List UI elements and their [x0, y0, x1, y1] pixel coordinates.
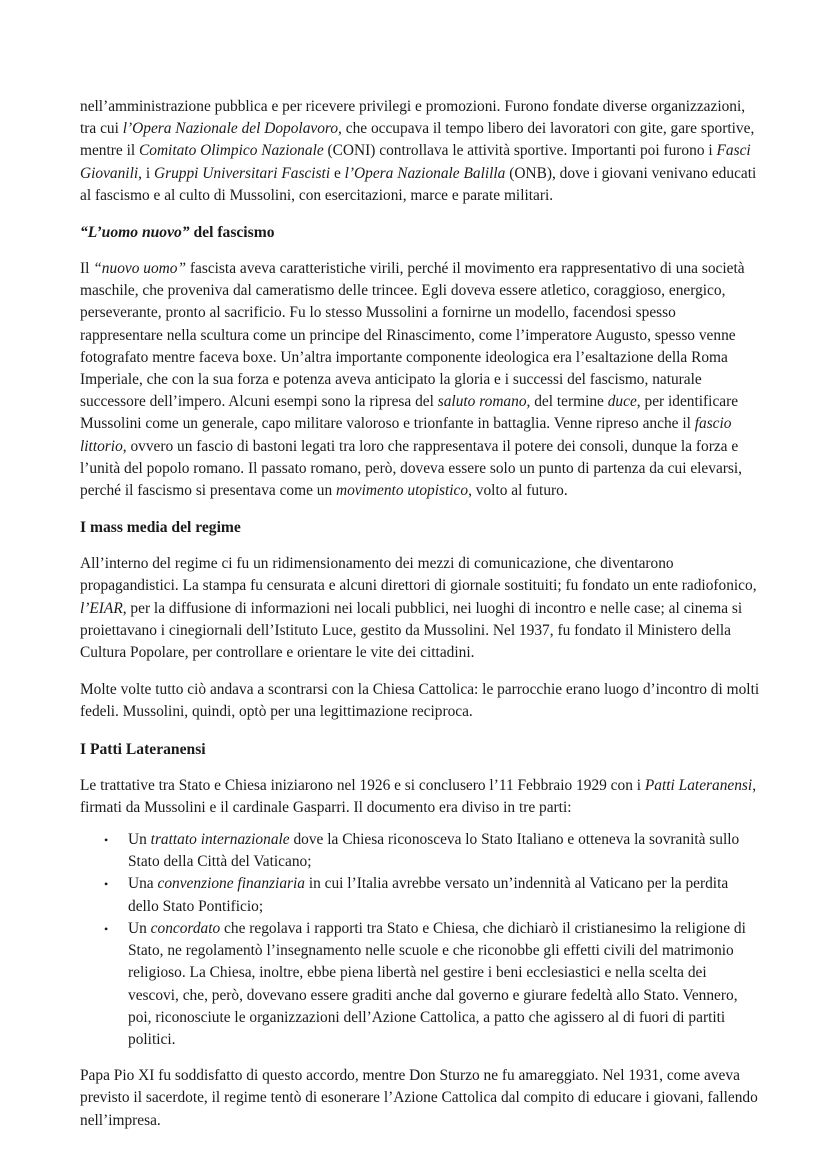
list-item: [80, 918, 760, 1051]
text-run: che regolava i rapporti tra Stato e Chiesa, che dichiarò il cristianesimo la religione di Stato, ne regolamentò l’insegnamento nelle scuole e che riconobbe gli effetti civili del matrimonio religioso. La Chiesa, inoltre, ebbe piena libertà nel gestire i beni ecclesiastici e nella scelta dei vescovi, che, però, dovevano essere graditi anche dal governo e giurare fedeltà allo Stato. Vennero, poi, riconosciute le organizzazioni dell’Azione Cattolica, a patto che agissero al di fuori di partiti politici.: [128, 919, 746, 1048]
text-run: , i: [138, 164, 154, 182]
chiesa-paragraph: Molte volte tutto ciò andava a scontrarsi con la Chiesa Cattolica: le parrocchie erano luogo d’incontro di molti fedeli. Mussolini, quindi, optò per una legittimazione reciproca.: [80, 681, 760, 721]
italic-term: duce: [607, 393, 637, 411]
text-run: , ovvero un fascio di bastoni legati tra loro che rappresentava il potere dei consoli, dunque la forza e l’unità del popolo romano. Il passato romano, però, doveva essere solo un punto di partenza da cui elevarsi, perché il fascismo si presentava come un: [80, 437, 743, 500]
italic-term: Fasci Giovanili: [80, 142, 751, 182]
text-run: All’interno del regime ci fu un ridimensionamento dei mezzi di comunicazione, che diventarono propagandistici. La stampa fu censurata e alcuni direttori di giornale sostituiti; fu fondato un ente radiofonico,: [80, 555, 757, 595]
italic-term: “nuovo uomo”: [93, 260, 187, 278]
text-run: , per la diffusione di informazioni nei locali pubblici, nei luoghi di incontro e nelle case; al cinema si proiettavano i cinegiornali dell’Istituto Luce, gestito da Mussolini. Nel 1937, fu fondato il Ministero della Cultura Popolare, per controllare e orientare le vite dei cittadini.: [80, 599, 743, 662]
list-item: [80, 829, 760, 873]
text-run: dove la Chiesa riconosceva lo Stato Italiano e otteneva la sovranità sullo Stato della Città del Vaticano;: [128, 831, 740, 871]
text-run: , del termine: [526, 393, 608, 411]
italic-term: Patti Lateranensi: [644, 776, 753, 794]
text-run: Un: [128, 919, 151, 937]
patti-paragraph: [80, 775, 760, 819]
italic-term: movimento utopistico: [336, 482, 469, 500]
italic-term: l’Opera Nazionale Balilla: [344, 164, 506, 182]
text-run: (ONB), dove i giovani venivano educati al fascismo e al culto di Mussolini, con esercitazioni, marce e parate militari.: [80, 164, 757, 204]
text-run: Un: [128, 831, 151, 849]
heading-italic: “L’uomo nuovo”: [80, 224, 190, 242]
text-run: Una: [128, 875, 158, 893]
section-heading-patti: I Patti Lateranensi: [80, 740, 206, 758]
uomo-nuovo-paragraph: [80, 258, 760, 502]
text-run: , che occupava il tempo libero dei lavoratori con gite, gare sportive, mentre il: [80, 120, 755, 160]
text-run: nell’amministrazione pubblica e per ricevere privilegi e promozioni. Furono fondate diverse organizzazioni, tra cui: [80, 98, 746, 138]
text-run: , firmati da Mussolini e il cardinale Gasparri. Il documento era diviso in tre parti:: [80, 776, 757, 816]
text-run: e: [330, 164, 345, 182]
italic-term: fascio littorio: [80, 415, 732, 455]
section-heading-mass-media: I mass media del regime: [80, 519, 241, 537]
text-run: fascista aveva caratteristiche virili, perché il movimento era rappresentativo di una società maschile, che proveniva dal cameratismo delle trincee. Egli doveva essere atletico, coraggioso, energico, perseverante, pronto al sacrificio. Fu lo stesso Mussolini a fornirne un modello, facendosi spesso rappresentare nella scultura come un principe del Rinascimento, come l’imperatore Augusto, spesso venne fotografato mentre faceva boxe. Un’altra importante componente ideologica era l’esaltazione della Roma Imperiale, che con la sua forza e potenza aveva anticipato la gloria e i successi del fascismo, naturale successore dell’impero. Alcuni esempi sono la ripresa del: [80, 260, 745, 411]
italic-term: convenzione finanziaria: [157, 875, 305, 893]
heading-text: del fascismo: [189, 224, 275, 242]
italic-term: trattato internazionale: [150, 831, 290, 849]
pio-xi-paragraph: Papa Pio XI fu soddisfatto di questo accordo, mentre Don Sturzo ne fu amareggiato. Nel 1931, come aveva previsto il sacerdote, il regime tentò di esonerare l’Azione Cattolica dal compito di educare i giovani, fallendo nell’impresa.: [80, 1067, 758, 1129]
italic-term: saluto romano: [437, 393, 527, 411]
text-run: , volto al futuro.: [468, 482, 568, 500]
italic-term: concordato: [150, 919, 221, 937]
text-run: Il: [80, 260, 94, 278]
patti-list: [80, 829, 760, 1051]
text-run: in cui l’Italia avrebbe versato un’indennità al Vaticano per la perdita dello Stato Pontificio;: [128, 875, 729, 915]
text-run: Le trattative tra Stato e Chiesa iniziarono nel 1926 e si conclusero l’11 Febbraio 1929 con i: [80, 776, 645, 794]
section-heading-uomo-nuovo: [80, 222, 760, 244]
italic-term: Gruppi Universitari Fascisti: [153, 164, 331, 182]
list-item: [80, 873, 760, 917]
text-run: , per identificare Mussolini come un generale, capo militare valoroso e trionfante in battaglia. Venne ripreso anche il: [80, 393, 739, 433]
italic-term: Comitato Olimpico Nazionale: [138, 142, 324, 160]
text-run: (CONI) controllava le attività sportive. Importanti poi furono i: [323, 142, 717, 160]
bullet-icon: •: [104, 877, 109, 892]
italic-term: l’Opera Nazionale del Dopolavoro: [122, 120, 339, 138]
mass-media-paragraph: [80, 553, 760, 664]
bullet-icon: •: [104, 833, 109, 848]
italic-term: l’EIAR: [80, 599, 123, 617]
intro-paragraph: [80, 96, 760, 207]
document-page: [80, 96, 760, 1147]
bullet-icon: •: [104, 921, 109, 936]
